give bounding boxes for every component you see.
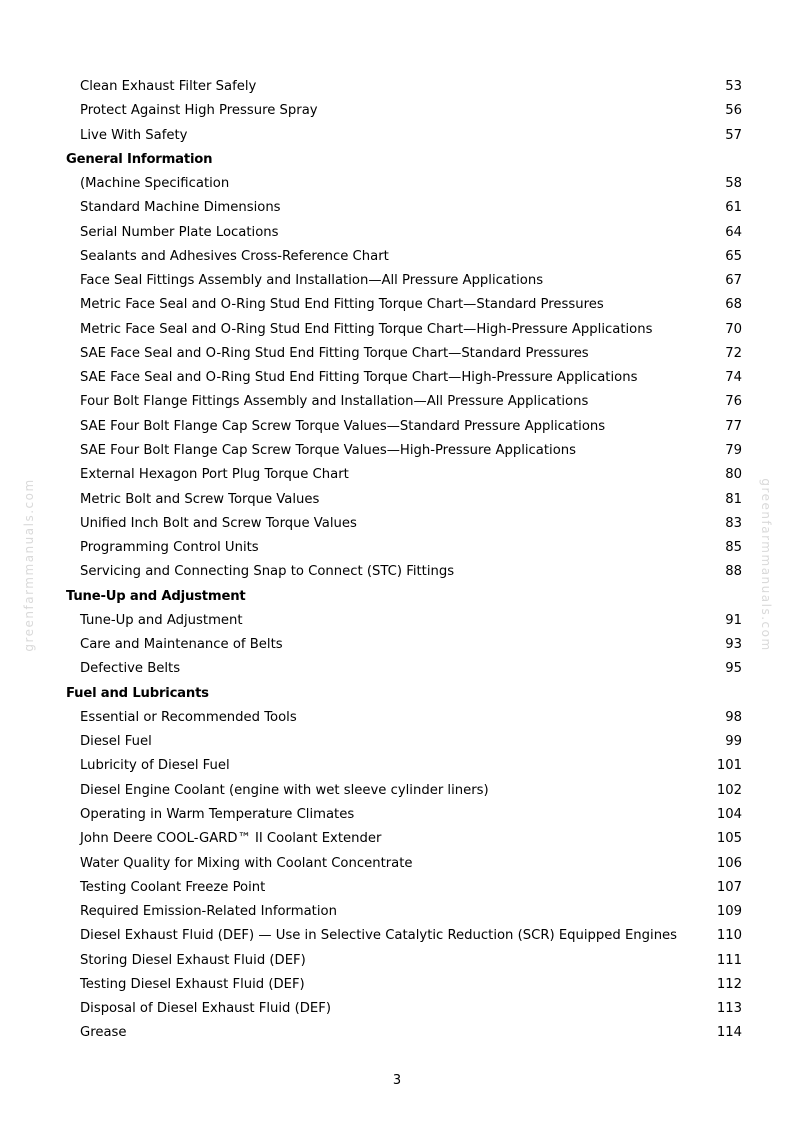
entry-title: Diesel Exhaust Fluid (DEF) — Use in Selective Catalytic Reduction (SCR) Equipped Engines: [80, 928, 678, 944]
entry-title: Clean Exhaust Filter Safely: [80, 79, 257, 94]
entry-page-number: 57: [725, 127, 742, 143]
watermark-left: greenfarmmanuals.com: [22, 478, 36, 652]
entry-title: Four Bolt Flange Fittings Assembly and Installation—All Pressure Applications: [80, 394, 589, 410]
entry-title: SAE Four Bolt Flange Cap Screw Torque Values—High-Pressure Applications: [80, 442, 577, 458]
entry-page-number: 76: [725, 394, 742, 410]
entry-page-number: 80: [725, 467, 742, 483]
toc-entry[interactable]: [0, 536, 794, 560]
entry-title: SAE Face Seal and O-Ring Stud End Fitting Torque Chart—Standard Pressures: [80, 345, 589, 361]
entry-page-number: 88: [725, 564, 742, 580]
entry-page-number: 111: [716, 952, 742, 968]
entry-page-number: 81: [725, 491, 742, 507]
toc-entry[interactable]: [0, 706, 794, 730]
toc-entry[interactable]: [0, 318, 794, 342]
entry-title: Required Emission-Related Information: [80, 904, 337, 920]
entry-title: Standard Machine Dimensions: [80, 200, 281, 216]
section-title: Tune-Up and Adjustment: [66, 588, 246, 604]
toc-entry[interactable]: [0, 488, 794, 512]
entry-title: John Deere COOL-GARD™ II Coolant Extender: [80, 831, 382, 847]
toc-entry[interactable]: [0, 730, 794, 754]
toc-entry[interactable]: [0, 366, 794, 390]
entry-page-number: 93: [725, 637, 742, 653]
toc-entry[interactable]: [0, 657, 794, 681]
entry-title: Storing Diesel Exhaust Fluid (DEF): [80, 952, 306, 968]
entry-page-number: 83: [725, 515, 742, 531]
entry-page-number: 95: [725, 661, 742, 677]
toc-entry[interactable]: [0, 172, 794, 196]
toc-entry[interactable]: [0, 415, 794, 439]
entry-page-number: 56: [725, 103, 742, 119]
toc-entry[interactable]: [0, 245, 794, 269]
entry-title: Diesel Fuel: [80, 734, 152, 750]
entry-page-number: 74: [725, 370, 742, 386]
toc-entry[interactable]: [0, 439, 794, 463]
section-title: General Information: [66, 151, 213, 167]
toc-section-heading: [0, 682, 794, 706]
entry-page-number: 91: [725, 612, 742, 628]
entry-page-number: 79: [725, 442, 742, 458]
entry-page-number: 53: [725, 79, 742, 94]
entry-title: Serial Number Plate Locations: [80, 224, 279, 240]
toc-entry[interactable]: [0, 293, 794, 317]
page-number: 3: [392, 1073, 402, 1088]
entry-page-number: 85: [725, 540, 742, 556]
toc-entry[interactable]: [0, 973, 794, 997]
entry-title: Metric Face Seal and O-Ring Stud End Fitting Torque Chart—High-Pressure Applications: [80, 321, 653, 337]
toc-entry[interactable]: [0, 997, 794, 1021]
entry-title: Unified Inch Bolt and Screw Torque Values: [80, 515, 357, 531]
toc-section-heading: [0, 585, 794, 609]
entry-page-number: 109: [716, 904, 742, 920]
toc-entry[interactable]: [0, 949, 794, 973]
toc-entry[interactable]: [0, 342, 794, 366]
entry-title: Lubricity of Diesel Fuel: [80, 758, 230, 774]
entry-title: Live With Safety: [80, 127, 188, 143]
entry-title: Protect Against High Pressure Spray: [80, 103, 318, 119]
toc-entry[interactable]: [0, 512, 794, 536]
entry-title: Servicing and Connecting Snap to Connect (STC) Fittings: [80, 564, 455, 580]
entry-page-number: 113: [716, 1001, 742, 1017]
entry-title: (Machine Specification: [80, 176, 230, 192]
entry-page-number: 61: [725, 200, 742, 216]
toc-entry[interactable]: [0, 754, 794, 778]
toc-entry[interactable]: [0, 803, 794, 827]
entry-title: Care and Maintenance of Belts: [80, 637, 283, 653]
entry-page-number: 110: [716, 928, 742, 944]
toc-entry[interactable]: [0, 463, 794, 487]
entry-title: Grease: [80, 1025, 127, 1041]
entry-page-number: 102: [716, 782, 742, 798]
entry-title: Sealants and Adhesives Cross-Reference Chart: [80, 248, 389, 264]
toc-entry[interactable]: [0, 124, 794, 148]
watermark-right: greenfarmmanuals.com: [759, 478, 773, 652]
toc-entry[interactable]: [0, 390, 794, 414]
entry-page-number: 107: [716, 879, 742, 895]
toc-entry[interactable]: [0, 1021, 794, 1045]
entry-page-number: 105: [716, 831, 742, 847]
entry-title: SAE Face Seal and O-Ring Stud End Fitting Torque Chart—High-Pressure Applications: [80, 370, 638, 386]
table-of-contents: [0, 75, 794, 1046]
entry-page-number: 77: [725, 418, 742, 434]
toc-entry[interactable]: [0, 99, 794, 123]
toc-entry[interactable]: [0, 196, 794, 220]
entry-title: Metric Bolt and Screw Torque Values: [80, 491, 320, 507]
entry-title: Face Seal Fittings Assembly and Installation—All Pressure Applications: [80, 273, 544, 289]
toc-entry[interactable]: [0, 779, 794, 803]
entry-title: Programming Control Units: [80, 540, 259, 556]
entry-page-number: 64: [725, 224, 742, 240]
section-title: Fuel and Lubricants: [66, 685, 209, 701]
toc-entry[interactable]: [0, 852, 794, 876]
toc-entry[interactable]: [0, 876, 794, 900]
entry-title: Water Quality for Mixing with Coolant Concentrate: [80, 855, 413, 871]
toc-entry[interactable]: [0, 633, 794, 657]
entry-title: Tune-Up and Adjustment: [80, 612, 243, 628]
entry-page-number: 101: [716, 758, 742, 774]
entry-page-number: 104: [716, 806, 742, 822]
entry-title: Operating in Warm Temperature Climates: [80, 806, 355, 822]
toc-entry[interactable]: [0, 609, 794, 633]
entry-page-number: 70: [725, 321, 742, 337]
entry-title: Metric Face Seal and O-Ring Stud End Fitting Torque Chart—Standard Pressures: [80, 297, 604, 313]
entry-title: External Hexagon Port Plug Torque Chart: [80, 467, 349, 483]
entry-title: Defective Belts: [80, 661, 181, 677]
entry-page-number: 98: [725, 709, 742, 725]
toc-entry[interactable]: [0, 900, 794, 924]
entry-page-number: 114: [716, 1025, 742, 1041]
entry-page-number: 68: [725, 297, 742, 313]
entry-title: SAE Four Bolt Flange Cap Screw Torque Values—Standard Pressure Applications: [80, 418, 606, 434]
entry-page-number: 112: [716, 976, 742, 992]
entry-page-number: 99: [725, 734, 742, 750]
entry-title: Essential or Recommended Tools: [80, 709, 297, 725]
entry-title: Disposal of Diesel Exhaust Fluid (DEF): [80, 1001, 331, 1017]
toc-entry[interactable]: [0, 827, 794, 851]
entry-page-number: 72: [725, 345, 742, 361]
toc-entry[interactable]: [0, 75, 794, 99]
entry-page-number: 67: [725, 273, 742, 289]
toc-entry[interactable]: [0, 560, 794, 584]
entry-title: Diesel Engine Coolant (engine with wet sleeve cylinder liners): [80, 782, 489, 798]
entry-page-number: 65: [725, 248, 742, 264]
toc-section-heading: [0, 148, 794, 172]
entry-title: Testing Diesel Exhaust Fluid (DEF): [80, 976, 305, 992]
entry-page-number: 58: [725, 176, 742, 192]
toc-entry[interactable]: [0, 221, 794, 245]
toc-entry[interactable]: [0, 269, 794, 293]
entry-title: Testing Coolant Freeze Point: [80, 879, 266, 895]
toc-entry[interactable]: [0, 924, 794, 948]
entry-page-number: 106: [716, 855, 742, 871]
